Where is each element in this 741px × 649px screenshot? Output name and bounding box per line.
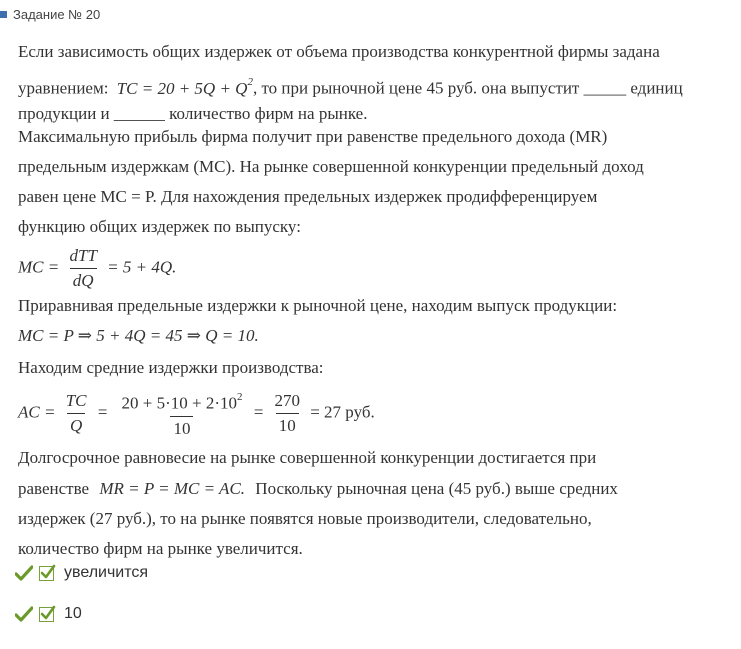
solution-p1-line-4: функцию общих издержек по выпуску:	[18, 217, 301, 236]
solution-p4-line-1: Долгосрочное равновесие на рынке совершенной конкуренции достигается при	[18, 448, 597, 467]
solution-p4-line-3: издержек (27 руб.), то на рынке появятся новые производители, следовательно,	[18, 509, 592, 528]
header-marker-icon	[0, 11, 7, 18]
mc-derivative-formula: MC = $\frac{\text{dTT}}{dQ}$ = 5 + 4Q.	[18, 246, 177, 290]
solution-p3: Находим средние издержки производства:	[18, 358, 324, 377]
task-header	[0, 4, 100, 24]
solution-p4-line-4: количество фирм на рынке увеличится.	[18, 539, 303, 558]
answer-text: увеличится	[64, 564, 149, 581]
correct-check-icon	[15, 564, 33, 582]
solution-p2: Приравнивая предельные издержки к рыночной цене, находим выпуск продукции:	[18, 296, 618, 315]
answer-checkbox[interactable]	[39, 566, 54, 581]
question-line-2: уравнением: TC = $20 + 5Q + Q^2$, то при рыночной цене 45 руб. она выпустит _____ единиц	[18, 76, 683, 98]
solution-p1-line-2: предельным издержкам (MC). На рынке совершенной конкуренции предельный доход	[18, 157, 644, 176]
task-title: Задание № 20	[13, 6, 101, 22]
question-line-1: Если зависимость общих издержек от объема производства конкурентной фирмы задана	[18, 42, 660, 61]
solution-p4-line-2: равенстве MR = P = MC = AC. Поскольку рыночная цена (45 руб.) выше средних	[18, 479, 618, 498]
answer-text: 10	[64, 605, 82, 622]
tc-formula: TC = $20 + 5Q + Q^2$	[116, 76, 253, 98]
answer-checkbox[interactable]	[39, 607, 54, 622]
output-equation: MC = P ⇒ 5 + 4Q = 45 ⇒ Q = 10.	[18, 326, 259, 345]
correct-check-icon	[15, 605, 33, 623]
mc-fraction: $\frac{\text{dTT}}{dQ}$	[69, 246, 97, 290]
ac-formula: AC = $\frac{TC}{Q}$ = $\frac{20 + 5\cdot 10 + 2\cdot 10^2}{10}$ = $\frac{270}{10}$ = 27 руб.	[18, 391, 375, 438]
question-line-3: продукции и ______ количество фирм на рынке.	[18, 104, 368, 123]
answer-row-2	[15, 605, 82, 623]
solution-p1-line-3: равен цене MC = P. Для нахождения предельных издержек продифференцируем	[18, 187, 598, 206]
answer-row-1	[15, 564, 148, 582]
solution-p1-line-1: Максимальную прибыль фирма получит при равенстве предельного дохода (MR)	[18, 127, 608, 146]
